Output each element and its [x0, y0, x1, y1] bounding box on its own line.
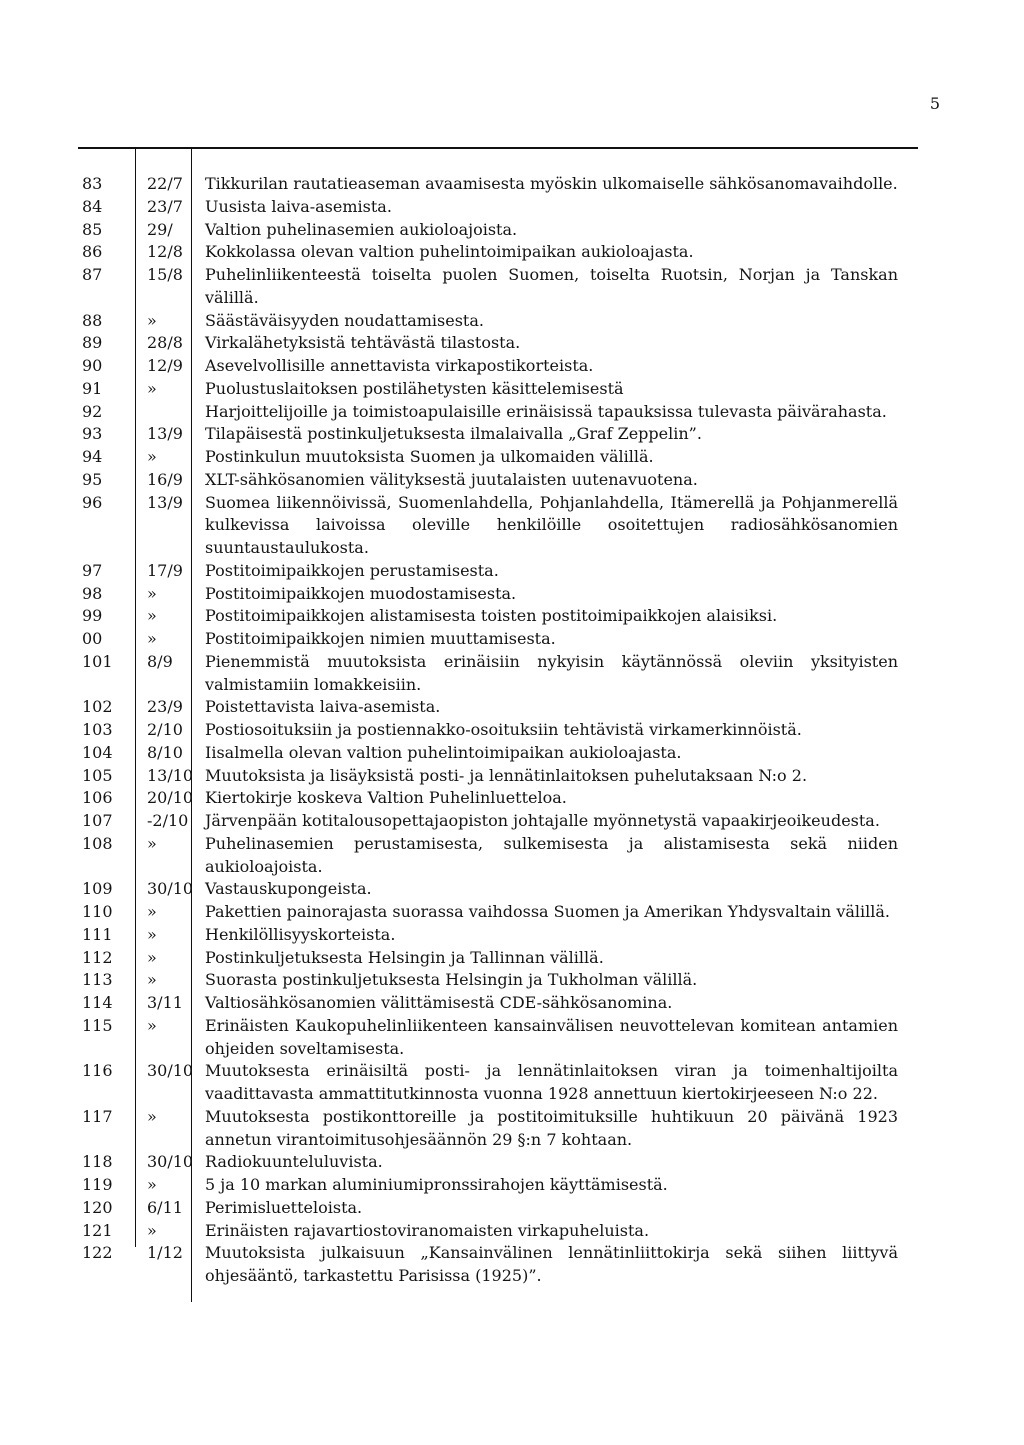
circular-date: » — [147, 1106, 157, 1126]
circular-title: Postitoimipaikkojen nimien muuttamisesta. — [205, 629, 556, 648]
table-row — [78, 605, 918, 628]
table-row — [78, 560, 918, 583]
circular-date: 3/11 — [147, 993, 183, 1012]
table-row — [78, 765, 918, 788]
circular-number: 113 — [82, 970, 113, 990]
table-rows — [78, 173, 918, 1288]
table-row — [78, 651, 918, 697]
circular-date: » — [147, 310, 157, 330]
circular-title: Henkilöllisyyskorteista. — [205, 924, 396, 944]
top-rule — [78, 147, 918, 149]
circular-date: » — [147, 970, 157, 990]
circular-title: Postiosoituksiin ja postiennakko-osoituksiin tehtävistä virkamerkinnöistä. — [205, 720, 802, 739]
table-row — [78, 1197, 918, 1220]
circular-title: Valtiosähkösanomien välittämisestä CDE-sähkösanomina. — [205, 993, 673, 1012]
table-row — [78, 583, 918, 606]
circular-date: » — [147, 833, 157, 853]
circular-date: 22/7 — [147, 174, 183, 193]
circular-title: Asevelvollisille annettavista virkapostikorteista. — [205, 356, 594, 375]
circular-number: 112 — [82, 947, 113, 967]
circular-number: 122 — [82, 1243, 113, 1263]
table-row — [78, 173, 918, 196]
circular-number: 98 — [82, 583, 103, 603]
table-row — [78, 924, 918, 947]
circular-number: 110 — [82, 902, 113, 921]
circular-date: » — [147, 924, 157, 944]
circular-number: 116 — [82, 1061, 113, 1081]
circular-title: Radiokuunteluluvista. — [205, 1152, 383, 1172]
circular-title: Tikkurilan rautatieaseman avaamisesta myöskin ulkomaiselle sähkösanomavaihdolle. — [205, 174, 898, 193]
circular-title: XLT-sähkösanomien välityksestä juutalaisten uutenavuotena. — [205, 469, 698, 489]
circular-title: Järvenpään kotitalousopettajaopiston johtajalle myönnetystä vapaakirjeoikeudesta. — [205, 811, 880, 830]
table-row — [78, 469, 918, 492]
table-row — [78, 810, 918, 833]
circular-date: 12/8 — [147, 242, 183, 262]
circular-date: -2/10 — [147, 811, 189, 830]
table-row — [78, 1060, 918, 1106]
circular-title: Kiertokirje koskeva Valtion Puhelinluetteloa. — [205, 788, 567, 808]
circular-title: Kokkolassa olevan valtion puhelintoimipaikan aukioloajasta. — [205, 242, 694, 262]
circular-title: Postitoimipaikkojen perustamisesta. — [205, 560, 499, 580]
table-row — [78, 332, 918, 355]
table-row — [78, 423, 918, 446]
table-row — [78, 492, 918, 560]
circular-number: 94 — [82, 447, 103, 466]
circular-date: 23/7 — [147, 196, 183, 216]
circular-number: 97 — [82, 560, 103, 580]
table-row — [78, 241, 918, 264]
circular-date: » — [147, 902, 157, 921]
table-row — [78, 1151, 918, 1174]
circular-title: Pakettien painorajasta suorassa vaihdossa Suomen ja Amerikan Yhdysvaltain välillä. — [205, 902, 890, 921]
circular-number: 96 — [82, 492, 103, 512]
circular-number: 93 — [82, 424, 103, 444]
circular-title: Tilapäisestä postinkuljetuksesta ilmalaivalla „Graf Zeppelin”. — [205, 424, 702, 444]
table-row — [78, 1106, 918, 1152]
circular-date: » — [147, 447, 157, 466]
circular-date: 28/8 — [147, 333, 183, 353]
circular-title: Harjoittelijoille ja toimistoapulaisille erinäisissä tapauksissa tulevasta päivärahasta. — [205, 401, 887, 421]
table-row — [78, 787, 918, 810]
circular-title: Virkalähetyksistä tehtävästä tilastosta. — [205, 333, 521, 353]
circular-number: 115 — [82, 1015, 113, 1035]
circular-number: 83 — [82, 174, 103, 193]
circular-date: 13/9 — [147, 424, 183, 444]
table-row — [78, 355, 918, 378]
circular-date — [135, 401, 191, 424]
circular-number: 88 — [82, 310, 103, 330]
circular-date: 8/9 — [147, 651, 173, 671]
circular-title: Pienemmistä muutoksista erinäisiin nykyisin käytännössä oleviin yksityisten valmistamiin lomakkeisiin. — [205, 651, 898, 694]
table-row — [78, 878, 918, 901]
circular-title: Muutoksesta postikonttoreille ja postitoimituksille huhtikuun 20 päivänä 1923 annetun virantoimitusohjesäännön 29 §:n 7 kohtaan. — [205, 1106, 898, 1149]
circular-date: 23/9 — [147, 697, 183, 717]
circular-date: 8/10 — [147, 742, 183, 762]
circular-date: » — [147, 606, 157, 626]
circular-title: Postinkuljetuksesta Helsingin ja Tallinnan välillä. — [205, 947, 604, 967]
circular-number: 109 — [82, 879, 113, 899]
circular-date: » — [147, 583, 157, 603]
circular-number: 104 — [82, 742, 113, 762]
circular-title: Puhelinasemien perustamisesta, sulkemisesta ja alistamisesta sekä niiden aukioloajoista. — [205, 833, 898, 876]
circular-title: Säästäväisyyden noudattamisesta. — [205, 310, 484, 330]
circular-date: » — [147, 947, 157, 967]
circular-number: 108 — [82, 833, 113, 853]
circular-number: 91 — [82, 378, 103, 398]
circular-date: 13/9 — [147, 492, 183, 512]
circular-date: 30/10 — [147, 879, 194, 899]
circular-number: 90 — [82, 356, 103, 375]
circular-date: 30/10 — [147, 1061, 194, 1081]
table-row — [78, 378, 918, 401]
circular-number: 106 — [82, 788, 113, 808]
circular-title: 5 ja 10 markan aluminiumipronssirahojen käyttämisestä. — [205, 1175, 668, 1194]
circular-number: 99 — [82, 606, 103, 626]
table-row — [78, 219, 918, 242]
table-row — [78, 196, 918, 219]
circular-title: Postinkulun muutoksista Suomen ja ulkomaiden välillä. — [205, 447, 654, 466]
table-row — [78, 628, 918, 651]
table-row — [78, 401, 918, 424]
circular-number: 95 — [82, 469, 103, 489]
circular-title: Iisalmella olevan valtion puhelintoimipaikan aukioloajasta. — [205, 742, 682, 762]
circular-number: 85 — [82, 219, 103, 239]
circular-number: 118 — [82, 1152, 113, 1172]
circular-number: 117 — [82, 1106, 113, 1126]
circular-number: 119 — [82, 1175, 113, 1194]
circular-date: 20/10 — [147, 788, 194, 808]
circular-date: 30/10 — [147, 1152, 194, 1172]
circular-title: Suorasta postinkuljetuksesta Helsingin ja Tukholman välillä. — [205, 970, 698, 990]
circular-number: 86 — [82, 242, 103, 262]
circular-date: » — [147, 629, 157, 648]
circular-title: Valtion puhelinasemien aukioloajoista. — [205, 219, 518, 239]
circular-date: 17/9 — [147, 560, 183, 580]
circular-date: 2/10 — [147, 720, 183, 739]
circular-title: Poistettavista laiva-asemista. — [205, 697, 441, 717]
circular-date: » — [147, 378, 157, 398]
circular-title: Perimisluetteloista. — [205, 1197, 363, 1217]
circular-date: » — [147, 1015, 157, 1035]
circular-title: Muutoksista julkaisuun „Kansainvälinen lennätinliittokirja sekä siihen liittyvä ohjesääntö, tarkastettu Parisissa (1925)”. — [205, 1243, 898, 1285]
table-row — [78, 901, 918, 924]
circular-title: Erinäisten rajavartiostoviranomaisten virkapuheluista. — [205, 1220, 650, 1240]
circular-number: 87 — [82, 265, 103, 284]
circular-date: 15/8 — [147, 265, 183, 284]
circular-date: 6/11 — [147, 1197, 183, 1217]
circular-number: 84 — [82, 196, 103, 216]
table-row — [78, 742, 918, 765]
circular-title: Uusista laiva-asemista. — [205, 196, 392, 216]
circular-title: Postitoimipaikkojen alistamisesta toisten postitoimipaikkojen alaisiksi. — [205, 606, 778, 626]
table-row — [78, 1242, 918, 1288]
circular-title: Muutoksista ja lisäyksistä posti- ja lennätinlaitoksen puhelutaksaan N:o 2. — [205, 765, 808, 785]
circular-title: Muutoksesta erinäisiltä posti- ja lennätinlaitoksen viran ja toimenhaltijoilta vaadittavasta ammattitutkinnosta vuonna 1928 annettuun kiertokirjeeseen N:o 22. — [205, 1061, 898, 1103]
table-row — [78, 310, 918, 333]
circular-title: Erinäisten Kaukopuhelinliikenteen kansainvälisen neuvottelevan komitean antamien ohjeiden soveltamisesta. — [205, 1015, 898, 1058]
circular-title: Vastauskupongeista. — [205, 879, 372, 899]
circular-title: Postitoimipaikkojen muodostamisesta. — [205, 583, 517, 603]
circular-number: 102 — [82, 697, 113, 717]
circular-number: 105 — [82, 765, 113, 785]
table-row — [78, 947, 918, 970]
circular-number: 103 — [82, 720, 113, 739]
table-row — [78, 833, 918, 879]
table-row — [78, 969, 918, 992]
circular-date: » — [147, 1175, 157, 1194]
table-row — [78, 1015, 918, 1061]
table-row — [78, 1174, 918, 1197]
table-row — [78, 264, 918, 310]
table-row — [78, 446, 918, 469]
circular-date: » — [147, 1220, 157, 1240]
circular-date: 13/10 — [147, 765, 194, 785]
circular-number: 89 — [82, 333, 103, 353]
circular-number: 92 — [82, 401, 103, 421]
circular-date: 1/12 — [147, 1243, 183, 1263]
table-row — [78, 992, 918, 1015]
table-row — [78, 719, 918, 742]
circular-title: Puhelinliikenteestä toiselta puolen Suomen, toiselta Ruotsin, Norjan ja Tanskan välillä. — [205, 265, 898, 307]
circular-number: 101 — [82, 651, 113, 671]
circular-number: 107 — [82, 811, 113, 830]
table-row — [78, 1220, 918, 1243]
circular-number: 111 — [82, 924, 113, 944]
page-number: 5 — [929, 94, 940, 113]
circular-number: 00 — [82, 629, 103, 648]
circular-title: Suomea liikennöivissä, Suomenlahdella, Pohjanlahdella, Itämerellä ja Pohjanmerellä kulkevissa laivoissa oleville henkilöille osoitettujen radiosähkösanomien suuntaustaulukosta. — [205, 492, 898, 557]
circular-number: 120 — [82, 1197, 113, 1217]
circular-date: 16/9 — [147, 469, 183, 489]
circular-number: 114 — [82, 993, 113, 1012]
circular-date: 29/ — [147, 219, 173, 239]
circular-number: 121 — [82, 1220, 113, 1240]
circular-date: 12/9 — [147, 356, 183, 375]
circular-index-table — [78, 147, 918, 1302]
table-row — [78, 696, 918, 719]
circular-title: Puolustuslaitoksen postilähetysten käsittelemisestä — [205, 378, 624, 398]
